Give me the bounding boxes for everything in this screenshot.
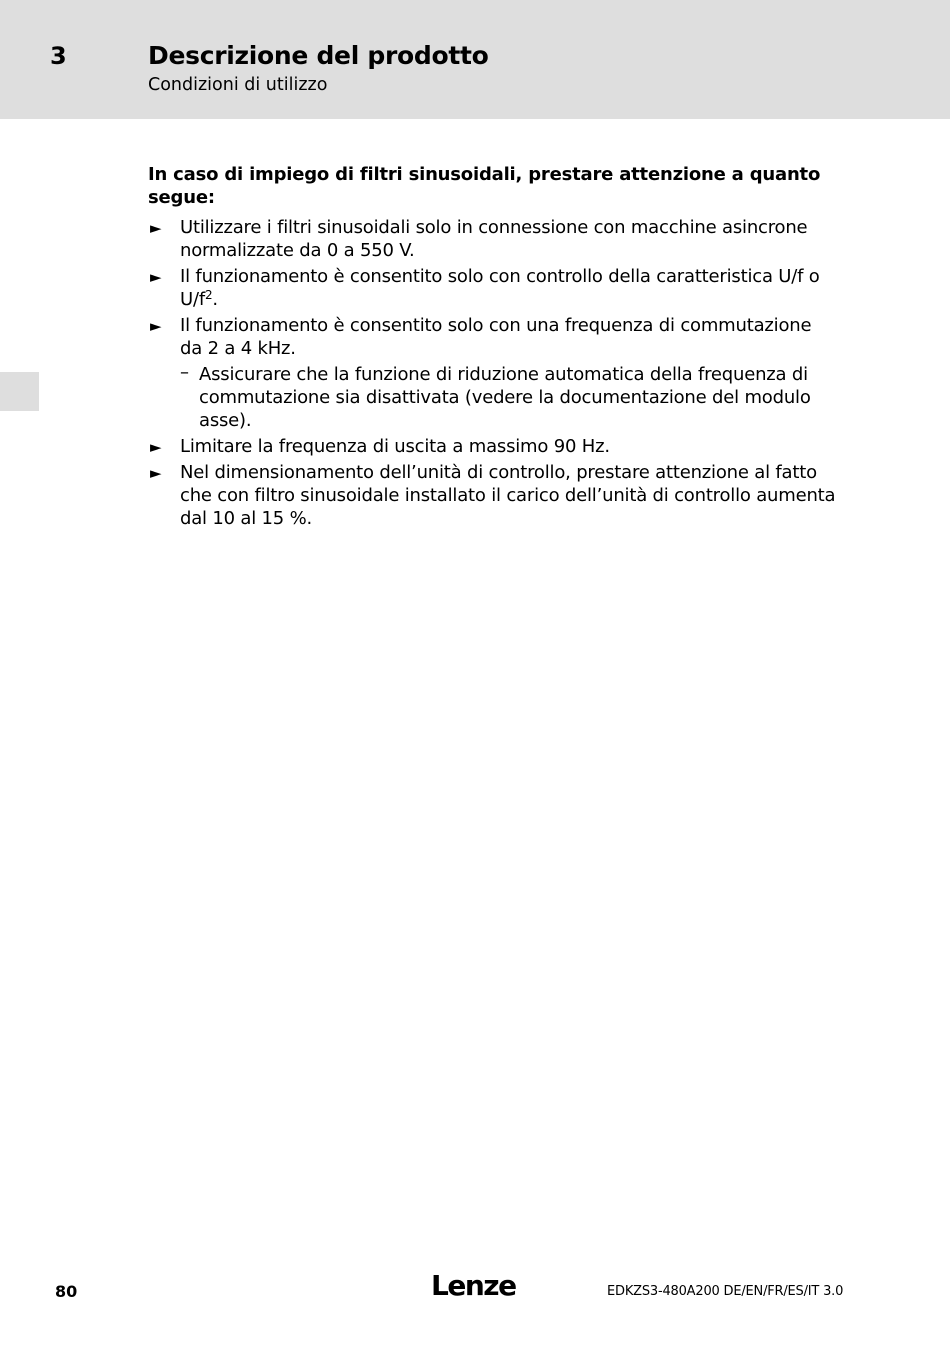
document-code: EDKZS3-480A200 DE/EN/FR/ES/IT 3.0 bbox=[607, 1284, 844, 1299]
arrow-bullet-icon: ► bbox=[150, 219, 162, 237]
chapter-subtitle: Condizioni di utilizzo bbox=[148, 75, 328, 95]
list-item bbox=[148, 216, 838, 262]
arrow-bullet-icon: ► bbox=[150, 268, 162, 286]
arrow-bullet-icon: ► bbox=[150, 317, 162, 335]
list-item-text: Il funzionamento è consentito solo con controllo della caratteristica U/f o U/f bbox=[180, 266, 820, 310]
lenze-logo: Lenze bbox=[431, 1269, 516, 1302]
chapter-side-tab bbox=[0, 372, 39, 411]
dash-bullet-icon: – bbox=[180, 362, 189, 383]
page-number: 80 bbox=[55, 1282, 78, 1301]
list-item-text-end: . bbox=[212, 289, 218, 310]
sub-list-item-text: Assicurare che la funzione di riduzione automatica della frequenza di commutazione sia disattivata (vedere la documentazione del modulo asse). bbox=[199, 364, 811, 431]
list-item bbox=[148, 265, 838, 311]
intro-paragraph: In caso di impiego di filtri sinusoidali, prestare attenzione a quanto segue: bbox=[148, 164, 821, 208]
list-item bbox=[148, 314, 838, 432]
bullet-list bbox=[148, 216, 838, 530]
sub-list-item bbox=[180, 363, 838, 432]
chapter-number: 3 bbox=[50, 42, 67, 70]
sub-list bbox=[180, 363, 838, 432]
list-item-text: Limitare la frequenza di uscita a massimo 90 Hz. bbox=[180, 436, 610, 457]
main-content bbox=[148, 163, 838, 533]
chapter-title: Descrizione del prodotto bbox=[148, 41, 489, 70]
list-item-text: Utilizzare i filtri sinusoidali solo in connessione con macchine asincrone normalizzate da 0 a 550 V. bbox=[180, 217, 808, 261]
arrow-bullet-icon: ► bbox=[150, 464, 162, 482]
list-item-text: Nel dimensionamento dell’unità di controllo, prestare attenzione al fatto che con filtro sinusoidale installato il carico dell’unità di controllo aumenta dal 10 al 15 %. bbox=[180, 462, 836, 529]
arrow-bullet-icon: ► bbox=[150, 438, 162, 456]
list-item bbox=[148, 435, 838, 458]
superscript: 2 bbox=[204, 288, 213, 302]
list-item-text: Il funzionamento è consentito solo con una frequenza di commutazione da 2 a 4 kHz. bbox=[180, 315, 812, 359]
list-item bbox=[148, 461, 838, 530]
